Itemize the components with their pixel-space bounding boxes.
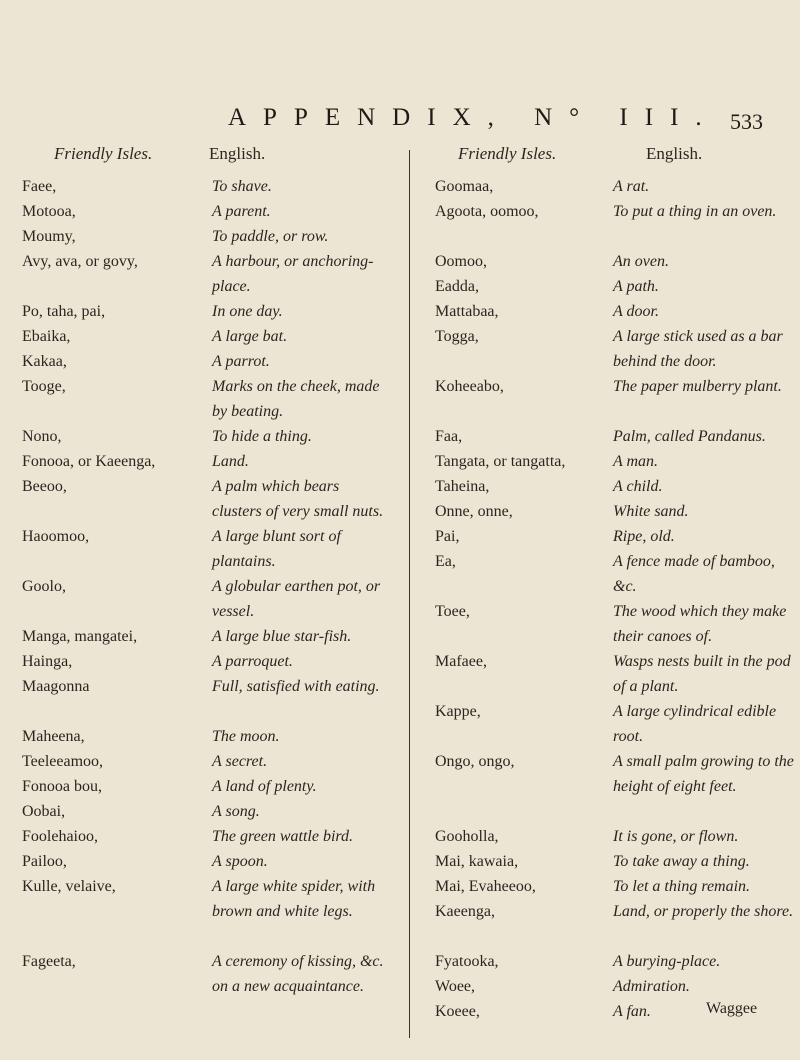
left-entry (22, 774, 392, 799)
entry-meaning: To put a thing in an oven. (613, 203, 777, 220)
entry-meaning: A large blue star-fish. (212, 628, 352, 645)
right-entry (435, 174, 798, 199)
right-entry (435, 474, 798, 499)
left-entry (22, 949, 392, 999)
entry-meaning: A globular earthen pot, or vessel. (212, 578, 381, 620)
entry-meaning: A palm which bears clusters of very small nuts. (212, 478, 384, 520)
entry-meaning: A small palm growing to the height of eight feet. (613, 753, 794, 795)
entry-word: Goomaa, (435, 178, 494, 195)
catchword: Waggee (706, 1000, 758, 1017)
entry-meaning: Land. (212, 453, 249, 470)
entry-word: Teeleeamoo, (22, 753, 104, 770)
entry-word: Hainga, (22, 653, 73, 670)
right-entry (435, 499, 798, 524)
entry-word: Mattabaa, (435, 303, 499, 320)
entry-word: Tangata, or tangatta, (435, 453, 566, 470)
left-entry (22, 324, 392, 349)
left-entry (22, 349, 392, 374)
left-entry (22, 524, 392, 574)
right-entry (435, 549, 798, 599)
entry-word: Tooge, (22, 378, 66, 395)
entry-meaning: Ripe, old. (613, 528, 675, 545)
entry-meaning: A parent. (212, 203, 271, 220)
entry-meaning: In one day. (212, 303, 283, 320)
entry-meaning: To paddle, or row. (212, 228, 329, 245)
entry-word: Manga, mangatei, (22, 628, 138, 645)
entry-meaning: To let a thing remain. (613, 878, 751, 895)
entry-meaning: A fence made of bamboo, &c. (613, 553, 775, 595)
entry-meaning: White sand. (613, 503, 689, 520)
entry-meaning: Land, or properly the shore. (613, 903, 794, 920)
right-entry (435, 649, 798, 699)
entry-word: Toee, (435, 603, 470, 620)
entry-word: Woee, (435, 978, 476, 995)
entry-word: Kulle, velaive, (22, 878, 116, 895)
entry-word: Mai, kawaia, (435, 853, 519, 870)
entry-word: Goolo, (22, 578, 66, 595)
entry-word: Moumy, (22, 228, 76, 245)
right-entry (435, 974, 798, 999)
left-entry (22, 649, 392, 674)
entry-word: Eadda, (435, 278, 479, 295)
left-entry (22, 474, 392, 524)
entry-meaning: A rat. (613, 178, 650, 195)
entry-word: Oomoo, (435, 253, 487, 270)
entry-word: Kakaa, (22, 353, 67, 370)
entry-word: Koheeabo, (435, 378, 504, 395)
entry-meaning: To take away a thing. (613, 853, 750, 870)
left-entry (22, 424, 392, 449)
entry-meaning: Full, satisfied with eating. (212, 678, 380, 695)
entry-meaning: A land of plenty. (212, 778, 317, 795)
entry-word: Fageeta, (22, 953, 76, 970)
entry-meaning: The moon. (212, 728, 280, 745)
left-entry (22, 824, 392, 849)
entry-meaning: To shave. (212, 178, 272, 195)
left-entry (22, 174, 392, 199)
left-entry (22, 299, 392, 324)
entry-meaning: The wood which they make their canoes of. (613, 603, 787, 645)
entry-word: Nono, (22, 428, 62, 445)
entry-meaning: The green wattle bird. (212, 828, 354, 845)
entry-meaning: A large cylindrical edible root. (613, 703, 777, 745)
right-friendly-heading: Friendly Isles. (458, 144, 557, 163)
entry-meaning: A song. (212, 803, 260, 820)
entry-word: Taheina, (435, 478, 490, 495)
entry-word: Togga, (435, 328, 479, 345)
entry-meaning: To hide a thing. (212, 428, 312, 445)
entry-word: Ongo, ongo, (435, 753, 515, 770)
entry-meaning: A parroquet. (212, 653, 293, 670)
right-entry (435, 324, 798, 374)
entry-word: Motooa, (22, 203, 76, 220)
entry-word: Mai, Evaheeoo, (435, 878, 536, 895)
page-number: 533 (730, 109, 763, 134)
entry-meaning: A parrot. (212, 353, 270, 370)
entry-word: Avy, ava, or govy, (22, 253, 138, 270)
right-entry (435, 899, 798, 924)
entry-word: Fonooa bou, (22, 778, 102, 795)
left-friendly-heading: Friendly Isles. (54, 144, 153, 163)
entry-word: Faa, (435, 428, 463, 445)
right-entry (435, 874, 798, 899)
entry-word: Onne, onne, (435, 503, 513, 520)
entry-word: Beeoo, (22, 478, 67, 495)
right-entry (435, 449, 798, 474)
entry-word: Foolehaioo, (22, 828, 98, 845)
right-entry (435, 824, 798, 849)
right-entry (435, 424, 798, 449)
running-header: APPENDIX, N° III. (228, 104, 719, 131)
left-entry (22, 449, 392, 474)
left-entry (22, 749, 392, 774)
entry-word: Pailoo, (22, 853, 67, 870)
entry-meaning: A path. (613, 278, 659, 295)
right-entry (435, 199, 798, 224)
entry-meaning: A spoon. (212, 853, 268, 870)
left-entry (22, 374, 392, 424)
entry-word: Po, taha, pai, (22, 303, 106, 320)
entry-meaning: A large white spider, with brown and white legs. (212, 878, 376, 920)
left-entry (22, 624, 392, 649)
entry-word: Kaeenga, (435, 903, 495, 920)
entry-word: Agoota, oomoo, (435, 203, 539, 220)
entry-meaning: Palm, called Pandanus. (613, 428, 766, 445)
entry-word: Ea, (435, 553, 456, 570)
entry-word: Faee, (22, 178, 57, 195)
entry-meaning: It is gone, or flown. (613, 828, 739, 845)
entry-meaning: Admiration. (613, 978, 690, 995)
entry-word: Kappe, (435, 703, 481, 720)
right-entry (435, 949, 798, 974)
left-entry (22, 674, 392, 699)
entry-meaning: A man. (613, 453, 659, 470)
entry-word: Gooholla, (435, 828, 499, 845)
right-entry (435, 299, 798, 324)
left-entry (22, 724, 392, 749)
right-entry (435, 699, 798, 749)
entry-meaning: A secret. (212, 753, 268, 770)
entry-meaning: A harbour, or anchoring-place. (212, 253, 374, 295)
right-entry (435, 599, 798, 649)
left-entry (22, 874, 392, 924)
right-entry (435, 524, 798, 549)
entry-word: Haoomoo, (22, 528, 90, 545)
entry-word: Maheena, (22, 728, 85, 745)
entry-meaning: Marks on the cheek, made by beating. (212, 378, 380, 420)
entry-word: Oobai, (22, 803, 66, 820)
entry-meaning: A large bat. (212, 328, 288, 345)
entry-word: Fyatooka, (435, 953, 499, 970)
entry-meaning: A large stick used as a bar behind the door. (613, 328, 783, 370)
left-entry (22, 249, 392, 299)
entry-meaning: A fan. (613, 1003, 651, 1020)
right-english-heading: English. (646, 144, 703, 163)
entry-word: Koeee, (435, 1003, 480, 1020)
right-entry (435, 374, 798, 399)
entry-meaning: The paper mulberry plant. (613, 378, 782, 395)
left-entry (22, 199, 392, 224)
right-entry (435, 274, 798, 299)
left-entry (22, 574, 392, 624)
entry-meaning: A large blunt sort of plantains. (212, 528, 341, 570)
entry-meaning: An oven. (613, 253, 669, 270)
entry-meaning: A burying-place. (613, 953, 721, 970)
entry-word: Maagonna (22, 678, 90, 695)
right-entry (435, 749, 798, 799)
entry-word: Pai, (435, 528, 460, 545)
entry-word: Ebaika, (22, 328, 71, 345)
left-entry (22, 849, 392, 874)
right-entry (435, 249, 798, 274)
entry-meaning: Wasps nests built in the pod of a plant. (613, 653, 791, 695)
left-entry (22, 799, 392, 824)
entry-meaning: A child. (613, 478, 663, 495)
left-english-heading: English. (209, 144, 266, 163)
entry-meaning: A door. (613, 303, 659, 320)
entry-meaning: A ceremony of kissing, &c. on a new acquaintance. (212, 953, 384, 995)
entry-word: Fonooa, or Kaeenga, (22, 453, 156, 470)
entry-word: Mafaee, (435, 653, 487, 670)
left-entry (22, 224, 392, 249)
right-entry (435, 849, 798, 874)
